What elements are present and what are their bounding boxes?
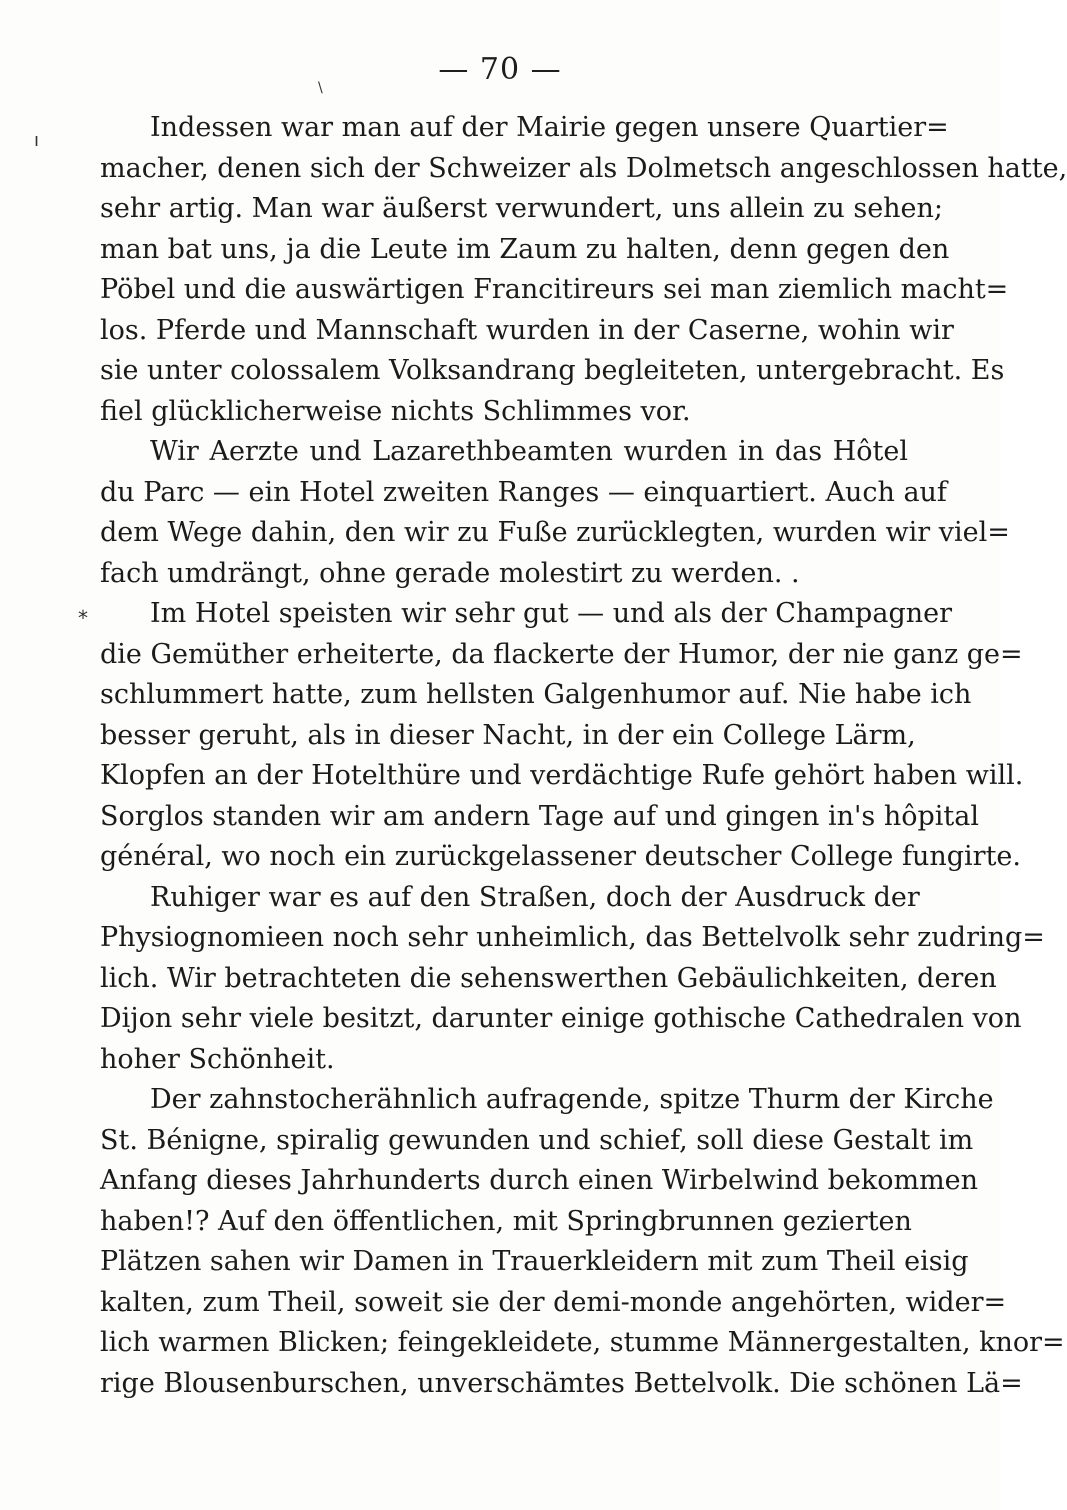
- text-line: Physiognomieen noch sehr unheimlich, das Bettelvolk sehr zudring=: [100, 922, 1045, 953]
- page-number: — 70 —: [438, 52, 562, 87]
- text-line: St. Bénigne, spiralig gewunden und schief, soll diese Gestalt im: [100, 1124, 974, 1156]
- text-line: besser geruht, als in dieser Nacht, in der ein College Lärm,: [100, 719, 916, 751]
- text-line: fach umdrängt, ohne gerade molestirt zu werden. .: [100, 557, 800, 589]
- text-line: fiel glücklicherweise nichts Schlimmes vor.: [100, 395, 691, 427]
- text-line: haben!? Auf den öffentlichen, mit Springbrunnen gezierten: [100, 1205, 912, 1237]
- text-line: Dijon sehr viele besitzt, darunter einige gothische Cathedralen von: [100, 1003, 1022, 1034]
- text-line: Ruhiger war es auf den Straßen, doch der Ausdruck der: [150, 881, 920, 913]
- text-line: Pöbel und die auswärtigen Francitireurs sei man ziemlich macht=: [100, 274, 1009, 305]
- text-line: Sorglos standen wir am andern Tage auf und gingen in's hôpital: [100, 800, 979, 832]
- text-line: macher, denen sich der Schweizer als Dolmetsch angeschlossen hatte,: [100, 152, 1067, 184]
- text-line: sehr artig. Man war äußerst verwundert, uns allein zu sehen;: [100, 193, 944, 224]
- stray-mark-left: ı: [34, 130, 40, 151]
- text-line: Anfang dieses Jahrhunderts durch einen Wirbelwind bekommen: [100, 1165, 979, 1196]
- text-line: du Parc — ein Hotel zweiten Ranges — einquartiert. Auch auf: [100, 476, 947, 508]
- text-line: Indessen war man auf der Mairie gegen unsere Quartier=: [150, 112, 949, 143]
- margin-star: *: [78, 606, 88, 630]
- text-line: schlummert hatte, zum hellsten Galgenhumor auf. Nie habe ich: [100, 679, 972, 710]
- text-line: sie unter colossalem Volksandrang begleiteten, untergebracht. Es: [100, 355, 1005, 386]
- text-line: rige Blousenburschen, unverschämtes Bettelvolk. Die schönen Lä=: [100, 1367, 1023, 1399]
- text-line: Der zahnstocherähnlich aufragende, spitze Thurm der Kirche: [150, 1084, 994, 1115]
- text-line: Plätzen sahen wir Damen in Trauerkleidern mit zum Theil eisig: [100, 1246, 969, 1277]
- text-line: Im Hotel speisten wir sehr gut — und als der Champagner: [150, 598, 952, 629]
- text-line: kalten, zum Theil, soweit sie der demi-monde angehörten, wider=: [100, 1286, 1007, 1318]
- text-line: Klopfen an der Hotelthüre und verdächtige Rufe gehört haben will.: [100, 760, 1024, 791]
- text-line: dem Wege dahin, den wir zu Fuße zurücklegten, wurden wir viel=: [100, 517, 1010, 548]
- text-line: die Gemüther erheiterte, da flackerte der Humor, der nie ganz ge=: [100, 638, 1023, 670]
- text-line: lich. Wir betrachteten die sehenswerthen Gebäulichkeiten, deren: [100, 962, 997, 994]
- text-line: man bat uns, ja die Leute im Zaum zu halten, denn gegen den: [100, 233, 950, 265]
- text-line: hoher Schönheit.: [100, 1043, 335, 1075]
- text-line: los. Pferde und Mannschaft wurden in der Caserne, wohin wir: [100, 314, 954, 346]
- text-line: lich warmen Blicken; feingekleidete, stumme Männergestalten, knor=: [100, 1327, 1065, 1358]
- body-text: [100, 108, 1067, 1404]
- stray-mark-top: \: [318, 80, 323, 96]
- text-line: Wir Aerzte und Lazarethbeamten wurden in das Hôtel: [150, 436, 908, 467]
- text-line: général, wo noch ein zurückgelassener deutscher College fungirte.: [100, 841, 1021, 872]
